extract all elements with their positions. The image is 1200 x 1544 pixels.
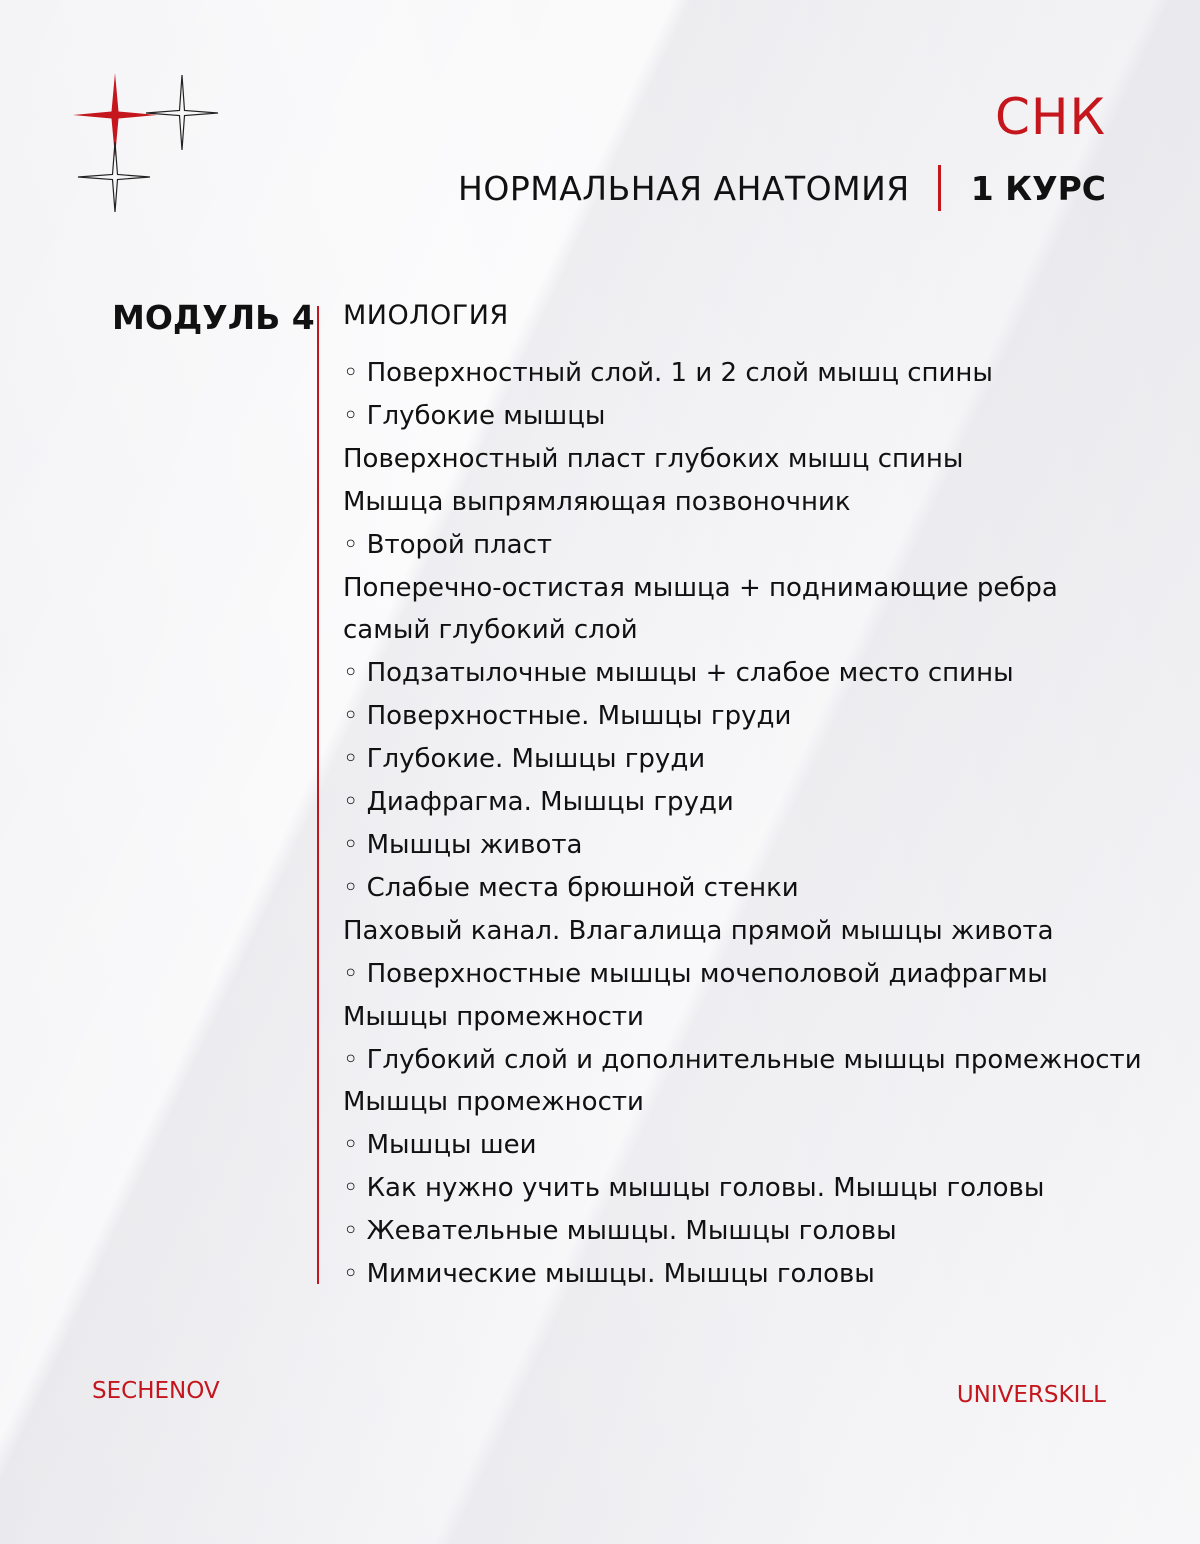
topic-list bbox=[343, 352, 1142, 1296]
list-item: Поперечно-остистая мышца + поднимающие ребра bbox=[343, 572, 1058, 603]
list-item: ◦ Мышцы живота bbox=[343, 829, 583, 860]
list-item: ◦ Глубокие. Мышцы груди bbox=[343, 744, 706, 775]
list-item: ◦ Как нужно учить мышцы головы. Мышцы головы bbox=[343, 1173, 1045, 1204]
list-item: Паховый канал. Влагалища прямой мышцы живота bbox=[343, 915, 1054, 946]
footer-brand-right: UNIVERSKILL bbox=[956, 1382, 1106, 1408]
list-item: ◦ Поверхностный слой. 1 и 2 слой мышц спины bbox=[343, 358, 993, 388]
list-item: ◦ Глубокие мышцы bbox=[343, 400, 606, 431]
list-item: ◦ Диафрагма. Мышцы груди bbox=[343, 787, 734, 818]
list-item: Мышцы промежности bbox=[343, 1087, 644, 1118]
list-item: ◦ Второй пласт bbox=[343, 529, 553, 560]
list-item: ◦ Поверхностные. Мышцы груди bbox=[343, 701, 792, 732]
list-item: Мышцы промежности bbox=[343, 1001, 644, 1032]
list-item: ◦ Глубокий слой и дополнительные мышцы промежности bbox=[343, 1044, 1142, 1075]
footer-brand-left: SECHENOV bbox=[92, 1378, 220, 1404]
subject-line bbox=[458, 165, 1106, 211]
title-divider bbox=[938, 165, 941, 211]
list-item: ◦ Слабые места брюшной стенки bbox=[343, 872, 799, 903]
module-label: МОДУЛЬ 4 bbox=[112, 298, 315, 337]
module-divider-line bbox=[317, 306, 319, 1284]
list-item: ◦ Мышцы шеи bbox=[343, 1130, 537, 1161]
list-item: ◦ Подзатылочные мышцы + слабое место спины bbox=[343, 658, 1014, 689]
list-item: ◦ Жевательные мышцы. Мышцы головы bbox=[343, 1216, 897, 1247]
sparkle-stars-icon bbox=[70, 70, 230, 220]
org-title: СНК bbox=[994, 88, 1106, 146]
course-label: 1 КУРС bbox=[970, 168, 1106, 208]
module-title: МИОЛОГИЯ bbox=[343, 300, 509, 331]
list-item: Мышца выпрямляющая позвоночник bbox=[343, 486, 851, 517]
subject-title: НОРМАЛЬНАЯ АНАТОМИЯ bbox=[458, 168, 910, 208]
list-item: самый глубокий слой bbox=[343, 615, 638, 646]
list-item: Поверхностный пласт глубоких мышц спины bbox=[343, 443, 964, 474]
list-item: ◦ Поверхностные мышцы мочеполовой диафрагмы bbox=[343, 958, 1048, 989]
list-item: ◦ Мимические мышцы. Мышцы головы bbox=[343, 1259, 875, 1290]
